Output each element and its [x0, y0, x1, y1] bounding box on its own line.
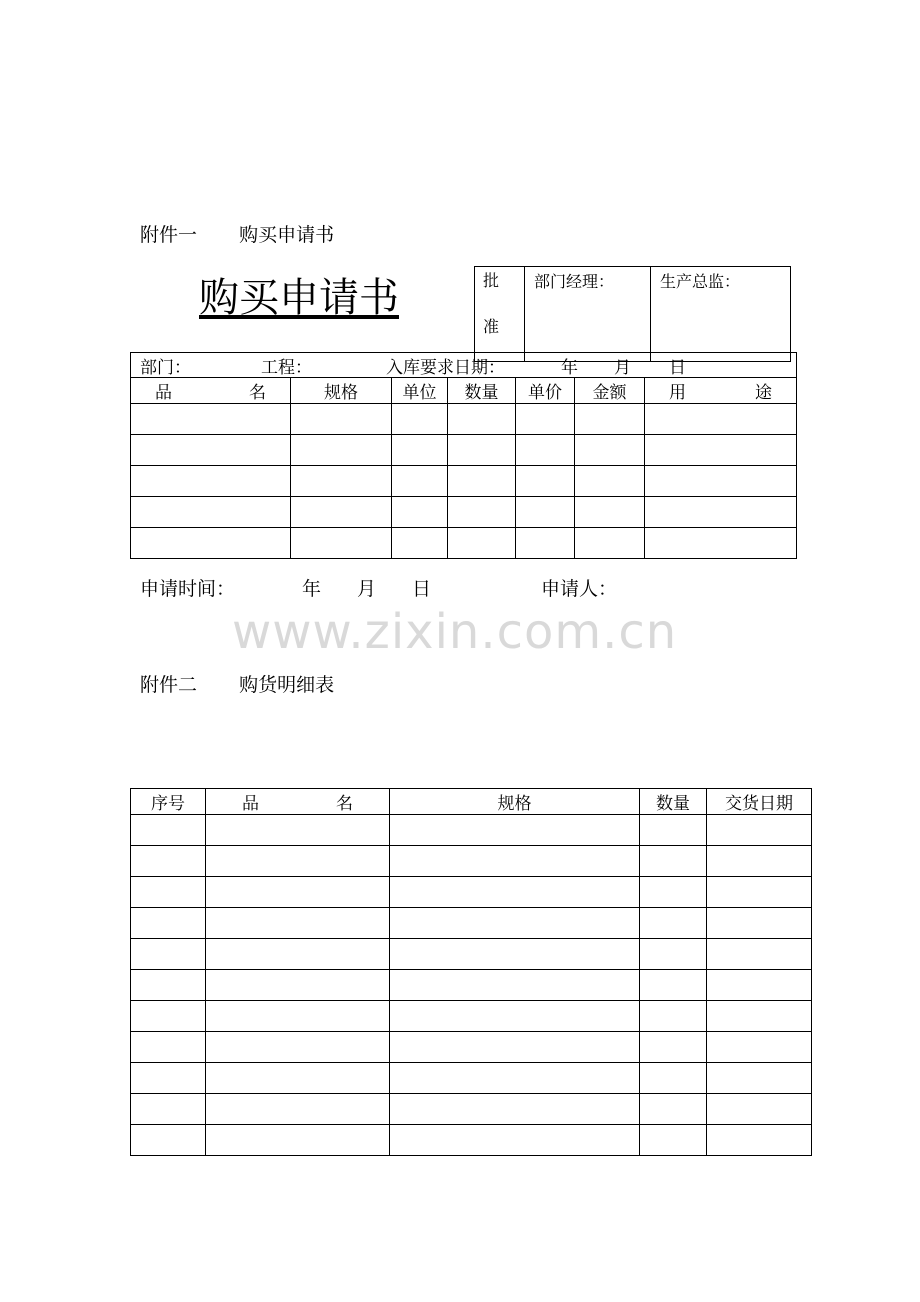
- table-cell[interactable]: [645, 528, 797, 559]
- header-char: 用: [669, 383, 686, 403]
- table-cell[interactable]: [640, 970, 707, 1001]
- table-cell[interactable]: [131, 466, 291, 497]
- header-char: 途: [755, 383, 773, 403]
- header-seq: 序号: [131, 789, 206, 815]
- detail-row: [131, 1125, 812, 1156]
- header-amount: 金额: [575, 378, 645, 404]
- approval-box: [474, 266, 791, 362]
- header-product-name: [131, 378, 291, 404]
- header-qty: 数量: [448, 378, 516, 404]
- table-cell[interactable]: [131, 435, 291, 466]
- table-cell[interactable]: [707, 1125, 812, 1156]
- table-cell[interactable]: [390, 1032, 640, 1063]
- purchase-detail-table: [130, 788, 812, 1156]
- table-cell[interactable]: [131, 877, 206, 908]
- attachment-1-heading: [140, 220, 334, 247]
- table-cell[interactable]: [392, 528, 448, 559]
- table-cell[interactable]: [131, 908, 206, 939]
- table-cell[interactable]: [291, 528, 392, 559]
- table-cell[interactable]: [707, 1032, 812, 1063]
- table-cell[interactable]: [640, 1032, 707, 1063]
- table-cell[interactable]: [206, 1125, 390, 1156]
- table-cell[interactable]: [575, 466, 645, 497]
- table-cell[interactable]: [575, 404, 645, 435]
- project-label: 工程：: [261, 357, 312, 378]
- detail-row: [131, 877, 812, 908]
- table-cell[interactable]: [448, 497, 516, 528]
- header-char: 品: [155, 383, 172, 403]
- table-cell[interactable]: [707, 1094, 812, 1125]
- header-qty: 数量: [640, 789, 707, 815]
- table-cell[interactable]: [707, 1001, 812, 1032]
- table-cell[interactable]: [640, 1125, 707, 1156]
- table-cell[interactable]: [392, 466, 448, 497]
- request-row: [131, 466, 797, 497]
- table-cell[interactable]: [390, 815, 640, 846]
- detail-row: [131, 1032, 812, 1063]
- request-row: [131, 528, 797, 559]
- table-cell[interactable]: [640, 846, 707, 877]
- table-cell[interactable]: [390, 939, 640, 970]
- table-cell[interactable]: [516, 404, 575, 435]
- table-cell[interactable]: [206, 939, 390, 970]
- table-cell[interactable]: [392, 404, 448, 435]
- table-cell[interactable]: [131, 815, 206, 846]
- table-cell[interactable]: [707, 846, 812, 877]
- table-cell[interactable]: [707, 877, 812, 908]
- warehouse-date-label: 入库要求日期：: [386, 357, 505, 378]
- table-cell[interactable]: [206, 1001, 390, 1032]
- header-product-name: [206, 789, 390, 815]
- table-cell[interactable]: [448, 435, 516, 466]
- table-cell[interactable]: [131, 1001, 206, 1032]
- watermark: www.zixin.com.cn: [232, 604, 678, 660]
- apply-day-label: 日: [412, 578, 432, 600]
- table-cell[interactable]: [390, 1094, 640, 1125]
- detail-row: [131, 939, 812, 970]
- department-label: 部门：: [140, 357, 191, 378]
- table-cell[interactable]: [640, 815, 707, 846]
- date-month-label: 月: [614, 357, 631, 378]
- detail-header-row: [131, 789, 812, 815]
- applicant-label: 申请人：: [541, 578, 618, 600]
- detail-row: [131, 846, 812, 877]
- apply-time-label: 申请时间：: [140, 578, 236, 600]
- table-cell[interactable]: [206, 815, 390, 846]
- table-cell[interactable]: [575, 528, 645, 559]
- table-cell[interactable]: [131, 528, 291, 559]
- attachment-1-title: 购买申请书: [239, 224, 335, 246]
- apply-year-label: 年: [302, 578, 322, 600]
- table-cell[interactable]: [516, 528, 575, 559]
- table-cell[interactable]: [707, 908, 812, 939]
- table-cell[interactable]: [448, 404, 516, 435]
- approval-label-char-1: 批: [483, 271, 500, 290]
- request-row: [131, 497, 797, 528]
- dept-manager-signature[interactable]: [525, 267, 651, 362]
- table-cell[interactable]: [131, 970, 206, 1001]
- request-header-row: [131, 378, 797, 404]
- request-row: [131, 435, 797, 466]
- table-cell[interactable]: [206, 1063, 390, 1094]
- detail-row: [131, 1063, 812, 1094]
- detail-row: [131, 1001, 812, 1032]
- table-cell[interactable]: [131, 497, 291, 528]
- table-cell[interactable]: [390, 846, 640, 877]
- table-cell[interactable]: [640, 908, 707, 939]
- table-cell[interactable]: [390, 908, 640, 939]
- header-spec: 规格: [291, 378, 392, 404]
- table-cell[interactable]: [516, 497, 575, 528]
- table-cell[interactable]: [645, 404, 797, 435]
- header-unit: 单位: [392, 378, 448, 404]
- header-price: 单价: [516, 378, 575, 404]
- table-cell[interactable]: [575, 497, 645, 528]
- table-cell[interactable]: [390, 1125, 640, 1156]
- table-cell[interactable]: [390, 1001, 640, 1032]
- request-meta-row: [131, 353, 797, 378]
- table-cell[interactable]: [206, 1032, 390, 1063]
- detail-row: [131, 1094, 812, 1125]
- header-use: [645, 378, 797, 404]
- table-cell[interactable]: [516, 435, 575, 466]
- table-cell[interactable]: [707, 1063, 812, 1094]
- table-cell[interactable]: [640, 939, 707, 970]
- table-cell[interactable]: [206, 1094, 390, 1125]
- table-cell[interactable]: [707, 815, 812, 846]
- production-director-signature[interactable]: [651, 267, 791, 362]
- approval-label: [475, 267, 525, 362]
- header-delivery-date: 交货日期: [707, 789, 812, 815]
- table-cell[interactable]: [640, 877, 707, 908]
- table-cell[interactable]: [291, 466, 392, 497]
- header-char: 品: [242, 794, 259, 814]
- table-cell[interactable]: [206, 846, 390, 877]
- table-cell[interactable]: [575, 435, 645, 466]
- table-cell[interactable]: [516, 466, 575, 497]
- table-cell[interactable]: [131, 404, 291, 435]
- table-cell[interactable]: [390, 1063, 640, 1094]
- approval-label-char-2: 准: [483, 317, 500, 336]
- table-cell[interactable]: [640, 1001, 707, 1032]
- header-char: 名: [249, 383, 266, 403]
- table-cell[interactable]: [131, 1094, 206, 1125]
- request-row: [131, 404, 797, 435]
- attachment-2-heading: [140, 670, 334, 697]
- table-cell[interactable]: [131, 939, 206, 970]
- table-cell[interactable]: [291, 497, 392, 528]
- table-cell[interactable]: [645, 497, 797, 528]
- table-cell[interactable]: [131, 1032, 206, 1063]
- table-cell[interactable]: [291, 404, 392, 435]
- attachment-1-label: 附件一: [140, 224, 198, 246]
- table-cell[interactable]: [645, 466, 797, 497]
- table-cell[interactable]: [206, 877, 390, 908]
- header-char: 名: [336, 794, 353, 814]
- date-day-label: 日: [669, 357, 686, 378]
- table-cell[interactable]: [206, 908, 390, 939]
- table-cell[interactable]: [640, 1063, 707, 1094]
- apply-month-label: 月: [357, 578, 377, 600]
- table-cell[interactable]: [645, 435, 797, 466]
- table-cell[interactable]: [131, 846, 206, 877]
- table-cell[interactable]: [448, 528, 516, 559]
- detail-row: [131, 908, 812, 939]
- purchase-request-table: [130, 352, 797, 559]
- dept-manager-label: 部门经理：: [534, 272, 615, 291]
- production-director-label: 生产总监：: [660, 272, 741, 291]
- table-cell[interactable]: [131, 1063, 206, 1094]
- attachment-2-title: 购货明细表: [239, 674, 335, 696]
- table-cell[interactable]: [640, 1094, 707, 1125]
- table-cell[interactable]: [206, 970, 390, 1001]
- table-cell[interactable]: [392, 435, 448, 466]
- attachment-2-label: 附件二: [140, 674, 198, 696]
- detail-row: [131, 815, 812, 846]
- header-spec: 规格: [390, 789, 640, 815]
- table-cell[interactable]: [707, 939, 812, 970]
- table-cell[interactable]: [707, 970, 812, 1001]
- table-cell[interactable]: [390, 877, 640, 908]
- date-year-label: 年: [561, 357, 578, 378]
- table-cell[interactable]: [291, 435, 392, 466]
- table-cell[interactable]: [390, 970, 640, 1001]
- table-cell[interactable]: [131, 1125, 206, 1156]
- table-cell[interactable]: [392, 497, 448, 528]
- detail-row: [131, 970, 812, 1001]
- table-cell[interactable]: [448, 466, 516, 497]
- form-title: 购买申请书: [199, 275, 399, 321]
